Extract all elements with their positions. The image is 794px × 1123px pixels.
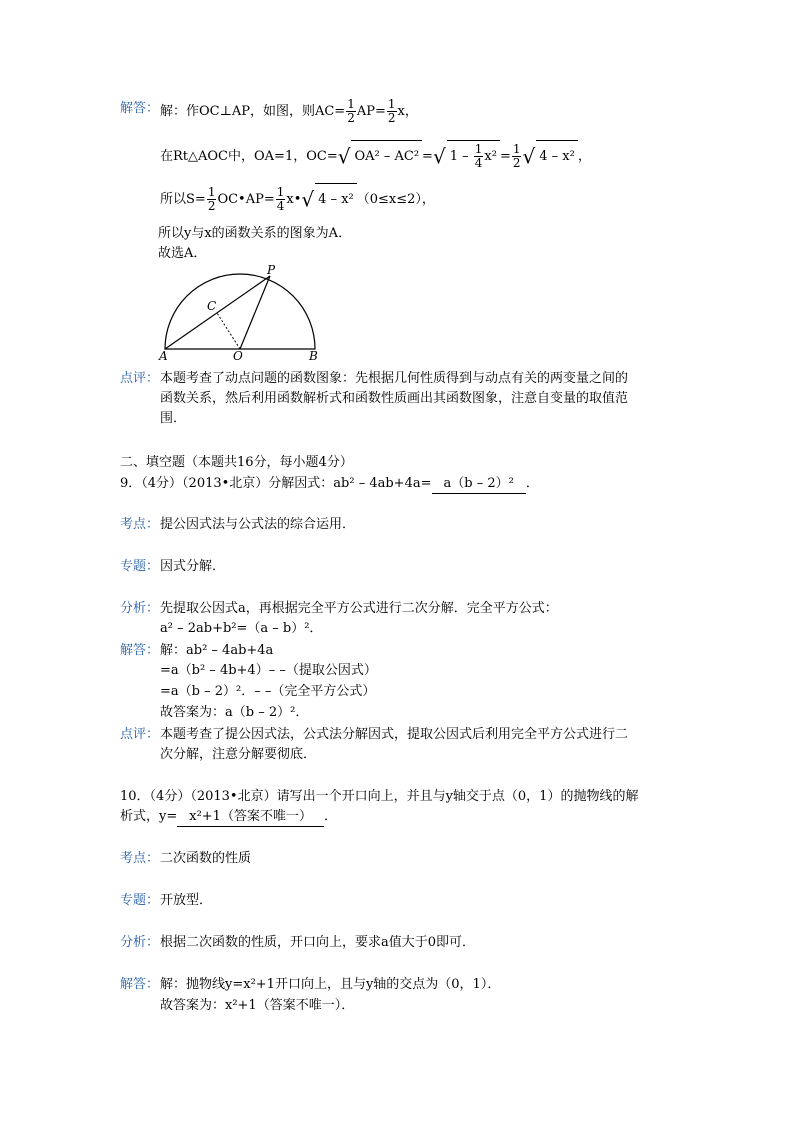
q9-jieda-line2: =a（b² – 4b+4）– –（提取公因式） — [160, 663, 377, 678]
fenxi-label: 分析： — [120, 601, 160, 616]
q8-comment-line1: 本题考查了动点问题的函数图象：先根据几何性质得到与动点有关的两变量之间的 — [160, 371, 629, 386]
comment-label: 点评： — [120, 727, 160, 742]
label-c: C — [207, 299, 217, 313]
fenxi-label: 分析： — [120, 935, 160, 950]
semicircle-diagram — [155, 262, 325, 362]
comment-label: 点评： — [120, 371, 160, 386]
label-p: P — [267, 263, 276, 277]
answer-label: 解答： — [120, 977, 160, 992]
q9-jieda-line1: 解：ab² – 4ab+4a — [160, 643, 274, 658]
q9-zhuanti: 因式分解． — [160, 559, 226, 574]
fraction-half: $\frac{1}{2}$ — [347, 97, 355, 125]
q10-jieda-line1: 解：抛物线y=x²+1开口向上，且与y轴的交点为（0，1）． — [160, 977, 501, 992]
radical-one-minus: 1 – $\frac{1}{4}$ x² — [447, 140, 500, 173]
answer-label: 解答： — [120, 643, 160, 658]
segment-ap — [165, 276, 270, 349]
kaodian-label: 考点： — [120, 851, 160, 866]
q8-comment-line3: 围． — [160, 411, 187, 426]
q10-fenxi: 根据二次函数的性质，开口向上，要求a值大于0即可． — [160, 935, 476, 950]
section-title: 二、填空题（本题共16分，每小题4分） — [120, 455, 353, 470]
q10-answer-blank: x²+1（答案不唯一） — [177, 808, 324, 827]
q9-stem: 9．（4分）（2013•北京）分解因式：ab² – 4ab+4a= a（b – 2）² ． — [120, 475, 539, 494]
q9-fenxi-line2: a² – 2ab+b²=（a – b）²． — [160, 621, 323, 636]
q9-answer-blank: a（b – 2）² — [432, 475, 526, 494]
q10-zhuanti: 开放型． — [160, 893, 213, 908]
segment-oc-dashed — [217, 313, 240, 349]
q9-fenxi-line1: 先提取公因式a，再根据完全平方公式进行二次分解．完全平方公式： — [160, 601, 558, 616]
kaodian-label: 考点： — [120, 517, 160, 532]
q8-step3: 所以S= $\frac{1}{2}$ OC•AP= $\frac{1}{4}$ x•√ 4 – x² （0≤x≤2）， — [160, 183, 435, 216]
q10-kaodian: 二次函数的性质 — [160, 851, 252, 866]
q10-stem-line1: 10．（4分）（2013•北京）请写出一个开口向上，并且与y轴交于点（0，1）的抛物线的解 — [120, 789, 639, 804]
fraction-half: $\frac{1}{2}$ — [387, 97, 396, 125]
radical-four-minus: 4 – x² — [536, 140, 578, 173]
q8-step4: 所以y与x的函数关系的图象为A． — [158, 226, 352, 241]
q8-comment-line2: 函数关系，然后利用函数解析式和函数性质画出其函数图象，注意自变量的取值范 — [160, 391, 629, 406]
answer-label: 解答： — [120, 101, 160, 116]
label-a: A — [159, 349, 168, 362]
zhuanti-label: 专题： — [120, 559, 160, 574]
q8-step2: 在Rt△AOC中，OA=1，OC=√ OA² – AC² =√ 1 – $\frac{1}{4}$ x² = $\frac{1}{2}$ √ 4 – x² ， — [160, 140, 591, 173]
q8-step1: 解：作OC⊥AP，如图，则AC= $\frac{1}{2}$ AP= $\frac{1}{2}$ x， — [160, 97, 418, 125]
q9-comment-line1: 本题考查了提公因式法，公式法分解因式，提取公因式后利用完全平方公式进行二 — [160, 727, 629, 742]
q10-stem-line2: 析式，y= x²+1（答案不唯一） ． — [120, 808, 337, 827]
q9-jieda-line3: =a（b – 2）²．– –（完全平方公式） — [160, 684, 376, 699]
q8-step5: 故选A． — [158, 246, 207, 261]
q9-comment-line2: 次分解，注意分解要彻底． — [160, 747, 317, 762]
q9-kaodian: 提公因式法与公式法的综合运用． — [160, 517, 356, 532]
label-o: O — [233, 349, 243, 362]
label-b: B — [309, 349, 318, 362]
zhuanti-label: 专题： — [120, 893, 160, 908]
radical-oa-ac: OA² – AC² — [351, 140, 422, 173]
semicircle-outline — [165, 274, 315, 349]
q9-jieda-line4: 故答案为：a（b – 2）²． — [160, 705, 309, 720]
q10-jieda-line2: 故答案为：x²+1（答案不唯一）． — [160, 998, 355, 1013]
